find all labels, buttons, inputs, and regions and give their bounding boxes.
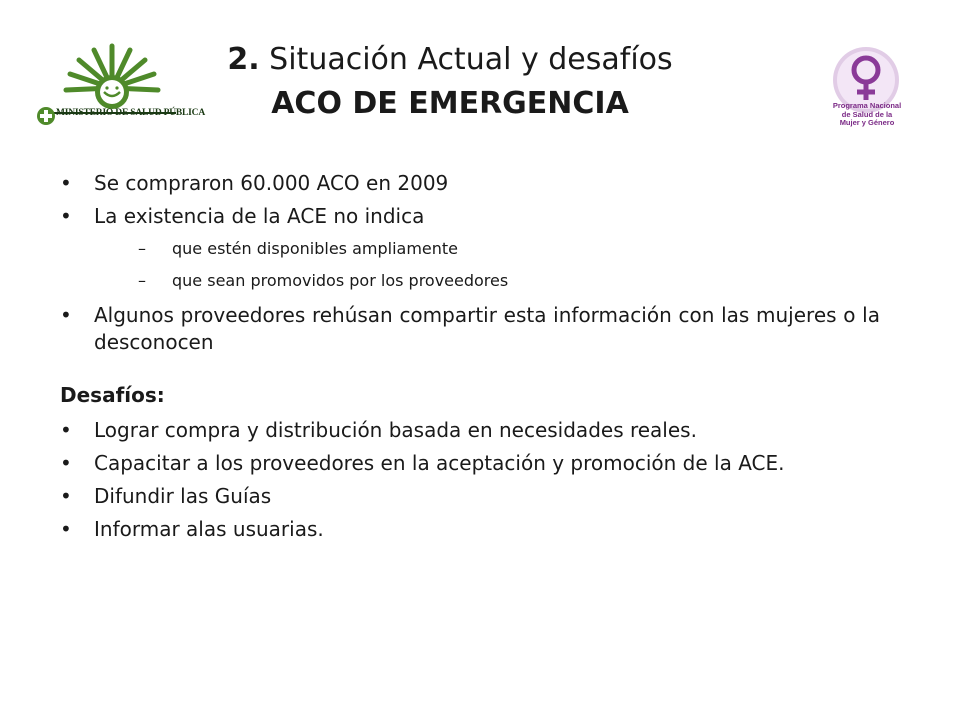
list-item: • Lograr compra y distribución basada en necesidades reales.: [60, 417, 880, 444]
programa-caption-line-2: de Salud de la: [841, 109, 893, 119]
list-item: • Capacitar a los proveedores en la aceptación y promoción de la ACE.: [60, 450, 880, 477]
ministry-logo-caption: MINISTERIO DE SALUD PÚBLICA: [56, 108, 206, 118]
sub-list-item: – que sean promovidos por los proveedores: [94, 270, 880, 292]
challenges-list: [60, 417, 880, 543]
programa-caption-line-1: Programa Nacional: [832, 101, 902, 110]
sub-list: [94, 238, 880, 292]
list-item: • Difundir las Guías: [60, 483, 880, 510]
slide-title: [170, 38, 730, 126]
situation-list: [60, 170, 880, 356]
title-line-1: Situación Actual y desafíos: [269, 42, 673, 77]
list-item: • Informar alas usuarias.: [60, 516, 880, 543]
list-item: [60, 203, 880, 292]
title-line-2: ACO DE EMERGENCIA: [271, 86, 629, 121]
list-item-text: La existencia de la ACE no indica: [94, 204, 425, 228]
sub-list-item: – que estén disponibles ampliamente: [94, 238, 880, 260]
list-item: • Se compraron 60.000 ACO en 2009: [60, 170, 880, 197]
programa-logo-caption: [824, 102, 910, 128]
ministry-logo: [32, 36, 192, 136]
slide-body: [60, 170, 880, 549]
title-number: 2.: [227, 42, 260, 77]
challenges-heading: Desafíos:: [60, 383, 165, 407]
list-item: • Algunos proveedores rehúsan compartir esta información con las mujeres o la desconocen: [60, 302, 880, 356]
programa-caption-line-3: Mujer y Género: [839, 118, 895, 128]
